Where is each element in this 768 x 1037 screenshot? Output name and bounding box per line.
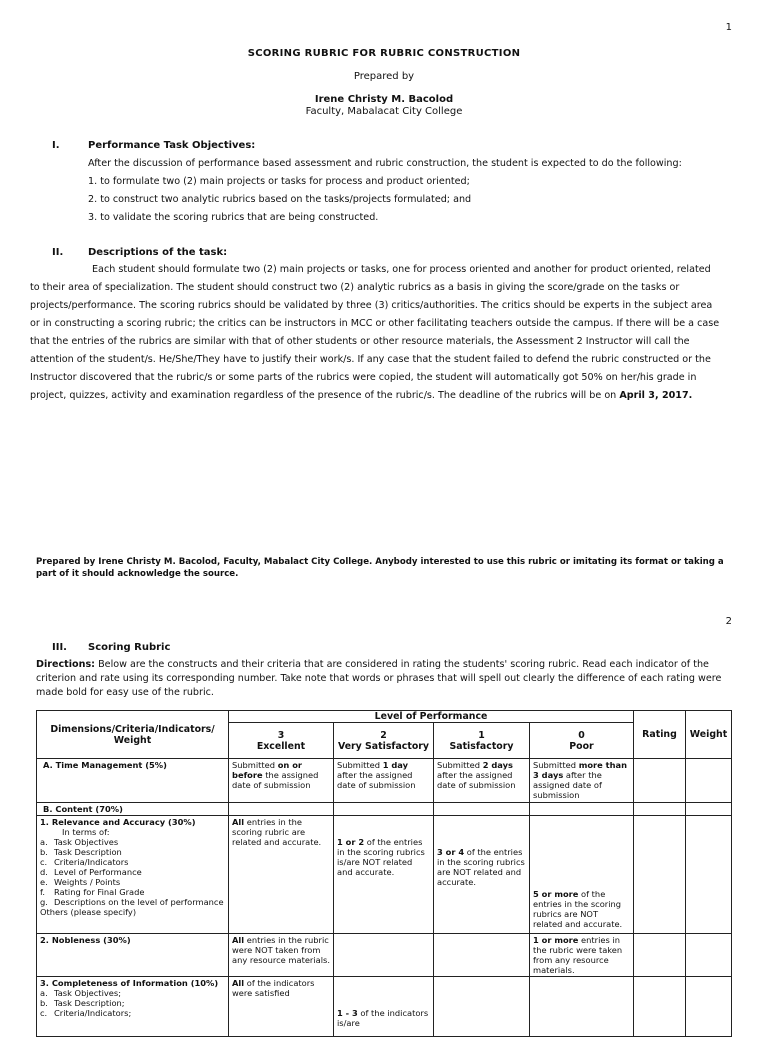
indicator-list <box>40 988 225 1018</box>
section-2-number: II. <box>52 247 64 258</box>
level-label: Very Satisfactory <box>337 740 430 752</box>
criterion-title: 1. Relevance and Accuracy (30%) <box>40 817 196 827</box>
task-description-line: attention of the student/s. He/She/They have to justify their work/s. If any case that the student failed to defend the rubric constructed or the <box>30 354 711 365</box>
cell-level-1 <box>434 934 530 977</box>
criterion-sub: In terms of: <box>62 827 110 837</box>
footer-note: Prepared by Irene Christy M. Bacolod, Faculty, Mabalact City College. Anybody interested to use this rubric or imitating its format or taking a part of it should acknowledge the source. <box>36 557 724 579</box>
list-item: g. Descriptions on the level of performance <box>40 897 224 907</box>
rating-cell[interactable] <box>634 759 686 803</box>
cell-level-3: Submitted on or before the assigned date of submission <box>229 759 334 803</box>
header-rating: Rating <box>634 711 686 759</box>
list-item: d. Level of Performance <box>40 867 142 877</box>
level-2-header <box>334 723 434 759</box>
weight-cell[interactable] <box>686 816 732 934</box>
section-1-number: I. <box>52 140 60 151</box>
directions-text: Below are the constructs and their criteria that are considered in rating the students' scoring rubric. Read each indicator of the criterion and rate using its corresponding number. Take note that words or phrases that will spell out clearly the difference of each rating were made bold for easy use of the rubric. <box>36 659 722 698</box>
list-item: a. Task Objectives <box>40 837 119 847</box>
page-number: 2 <box>725 616 732 627</box>
objective-item: 1. to formulate two (2) main projects or tasks for process and product oriented; <box>88 176 470 187</box>
section-3-heading: Scoring Rubric <box>88 642 171 653</box>
header-level-of-performance: Level of Performance <box>229 711 634 723</box>
task-description-last-line: project, quizzes, activity and examination regardless of the presence of the rubric/s. The deadline of the rubrics will be on <box>30 390 617 401</box>
list-item: b. Task Description <box>40 847 122 857</box>
cell-level-2: 1 - 3 of the indicators is/are <box>334 977 434 1037</box>
others-specify: Others (please specify) <box>40 907 137 917</box>
row-content: B. Content (70%) <box>37 803 229 816</box>
list-item: a. Task Objectives; <box>40 988 122 998</box>
table-row <box>37 816 732 934</box>
directions <box>36 658 736 700</box>
level-1-header <box>434 723 530 759</box>
directions-label: Directions: <box>36 659 96 670</box>
cell-level-2 <box>334 934 434 977</box>
author-name: Irene Christy M. Bacolod <box>314 94 454 105</box>
table-row <box>37 759 732 803</box>
cell-level-2: Submitted 1 day after the assigned date of submission <box>334 759 434 803</box>
task-description-line: Each student should formulate two (2) main projects or tasks, one for process oriented and another for product oriented, related <box>92 264 711 275</box>
table-row <box>37 977 732 1037</box>
task-description-line <box>30 387 750 405</box>
objective-item: 3. to validate the scoring rubrics that are being constructed. <box>88 212 379 223</box>
list-item: e. Weights / Points <box>40 877 121 887</box>
level-number: 3 <box>277 729 285 741</box>
author-affiliation: Faculty, Mabalacat City College <box>305 106 463 117</box>
level-number: 0 <box>578 729 585 741</box>
cell-level-3: All entries in the rubric were NOT taken from any resource materials. <box>229 934 334 977</box>
level-3-header <box>229 723 334 759</box>
level-label: Satisfactory <box>449 740 514 752</box>
indicator-list <box>40 837 225 907</box>
header-dimensions: Dimensions/Criteria/Indicators/ Weight <box>37 711 229 759</box>
weight-cell[interactable] <box>686 759 732 803</box>
objectives-intro: After the discussion of performance based assessment and rubric construction, the student is expected to do the following: <box>88 158 682 169</box>
list-item: f. Rating for Final Grade <box>40 887 145 897</box>
cell-level-0: 5 or more of the entries in the scoring rubrics are NOT related and accurate. <box>530 816 634 934</box>
cell-level-0 <box>530 977 634 1037</box>
cell-level-3: All of the indicators were satisfied <box>229 977 334 1037</box>
level-number: 2 <box>380 729 387 741</box>
prepared-by-label: Prepared by <box>353 71 415 82</box>
list-item: c. Criteria/Indicators <box>40 857 129 867</box>
header-weight: Weight <box>686 711 732 759</box>
rating-cell[interactable] <box>634 934 686 977</box>
task-description-line: Instructor discovered that the rubric/s or some parts of the rubrics were copied, the student will automatically got 50% on her/his grade in <box>30 372 697 383</box>
weight-cell[interactable] <box>686 934 732 977</box>
cell-level-0: 1 or more entries in the rubric were taken from any resource materials. <box>530 934 634 977</box>
section-1-heading: Performance Task Objectives: <box>88 140 256 151</box>
row-completeness <box>37 977 229 1037</box>
cell-level-2: 1 or 2 of the entries in the scoring rubrics is/are NOT related and accurate. <box>334 816 434 934</box>
table-row <box>37 934 732 977</box>
task-description-line: projects/performance. The scoring rubrics should be validated by three (3) critics/authorities. The critics should be experts in the subject area <box>30 300 713 311</box>
task-description-line: to their area of specialization. The student should construct two (2) analytic rubrics as a basis in giving the score/grade on the tasks or <box>30 282 680 293</box>
task-description-line: or in constructing a scoring rubric; the critics can be instructors in MCC or other facilitating teachers outside the campus. If there will be a case <box>30 318 720 329</box>
cell-level-1 <box>434 977 530 1037</box>
objective-item: 2. to construct two analytic rubrics based on the tasks/projects formulated; and <box>88 194 472 205</box>
cell-level-1: 3 or 4 of the entries in the scoring rubrics are NOT related and accurate. <box>434 816 530 934</box>
rating-cell[interactable] <box>634 977 686 1037</box>
level-label: Excellent <box>256 740 306 752</box>
row-time-management: A. Time Management (5%) <box>37 759 229 803</box>
cell-level-3: All entries in the scoring rubric are related and accurate. <box>229 816 334 934</box>
cell-level-1: Submitted 2 days after the assigned date of submission <box>434 759 530 803</box>
scoring-rubric-table <box>36 710 732 1037</box>
document-title: SCORING RUBRIC FOR RUBRIC CONSTRUCTION <box>247 48 521 59</box>
table-header-row <box>37 711 732 723</box>
page-number: 1 <box>725 22 732 33</box>
level-label: Poor <box>569 740 594 752</box>
level-number: 1 <box>478 729 485 741</box>
task-description-line: that the entries of the rubrics are similar with that of other students or other resource materials, the Assessment 2 Instructor will call the <box>30 336 690 347</box>
row-relevance-accuracy <box>37 816 229 934</box>
section-3-number: III. <box>52 642 67 653</box>
deadline-date: April 3, 2017. <box>619 390 693 401</box>
task-description <box>30 261 750 405</box>
level-0-header <box>530 723 634 759</box>
row-nobleness: 2. Nobleness (30%) <box>37 934 229 977</box>
weight-cell[interactable] <box>686 977 732 1037</box>
section-2-heading: Descriptions of the task: <box>88 247 228 258</box>
table-row <box>37 803 732 816</box>
rating-cell[interactable] <box>634 816 686 934</box>
list-item: c. Criteria/Indicators; <box>40 1008 132 1018</box>
list-item: b. Task Description; <box>40 998 125 1008</box>
cell-level-0: Submitted more than 3 days after the assigned date of submission <box>530 759 634 803</box>
criterion-title: 3. Completeness of Information (10%) <box>40 978 219 988</box>
